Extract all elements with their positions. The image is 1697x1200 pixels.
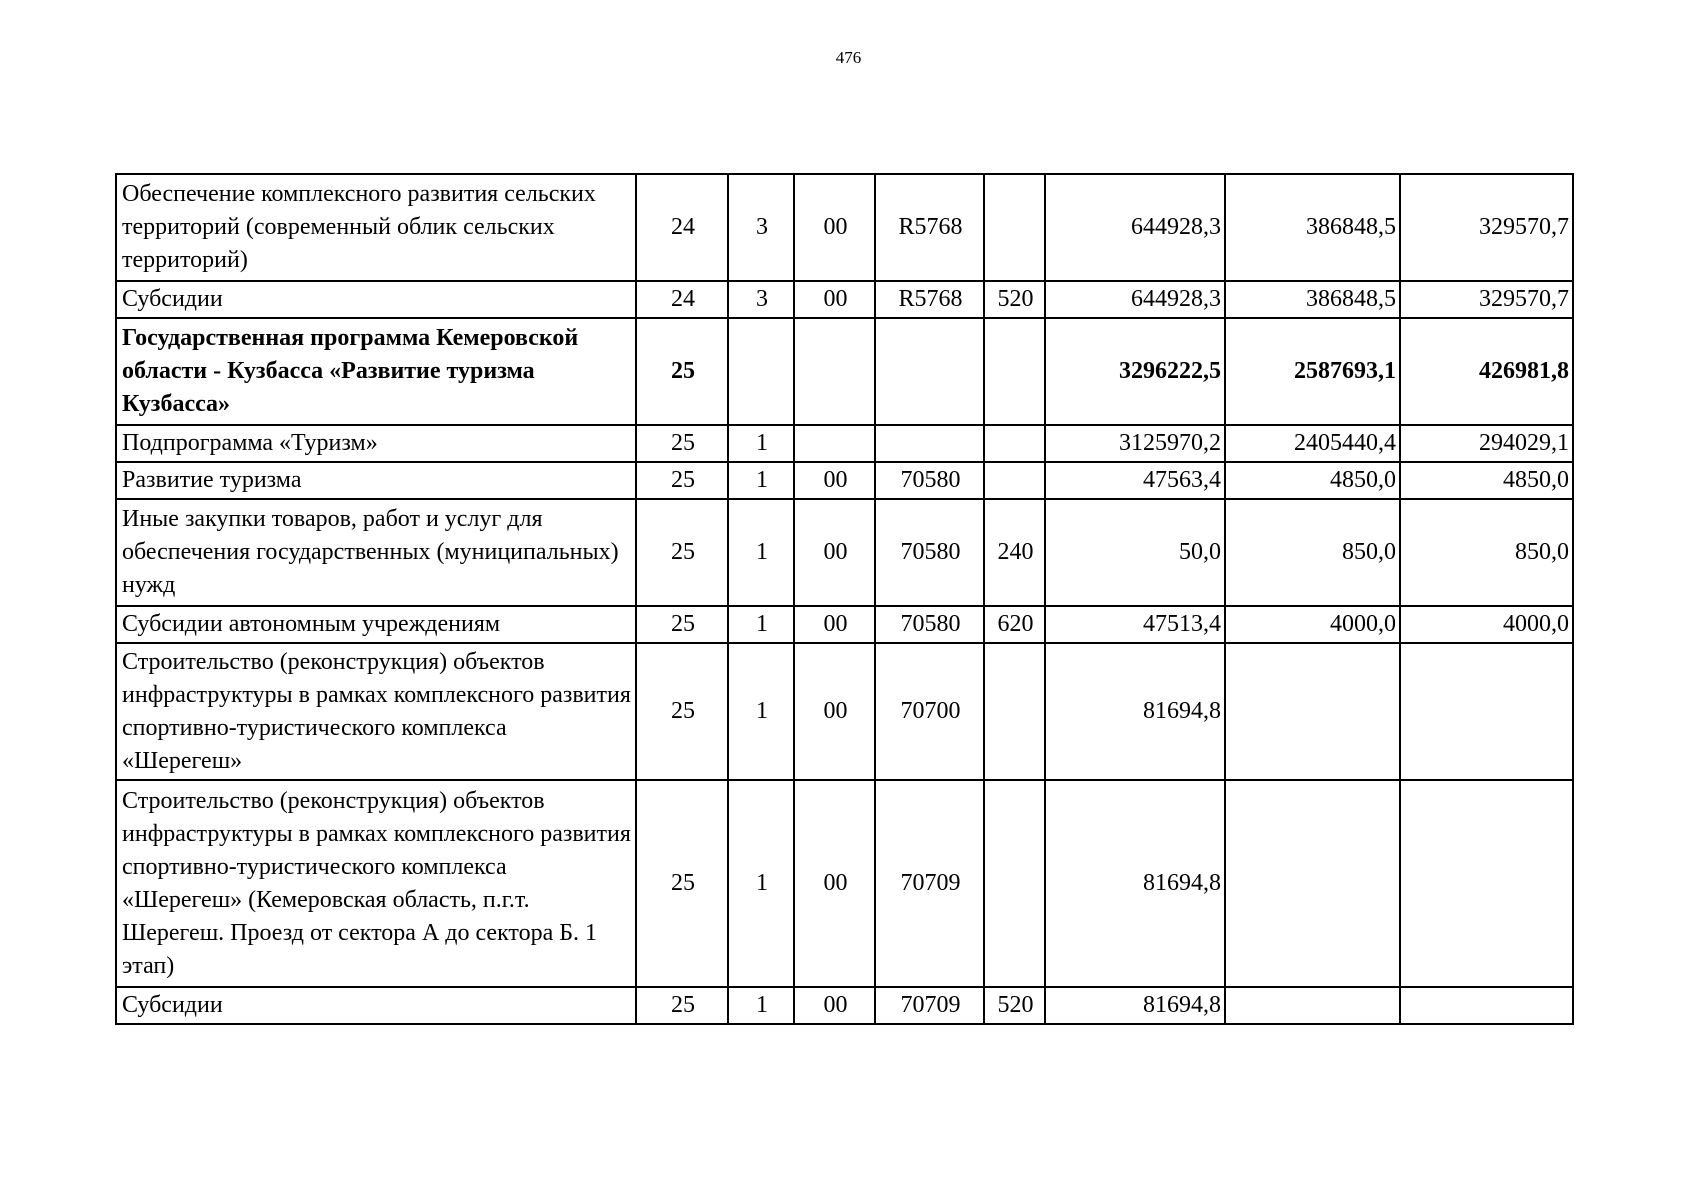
amount-year-1: 47513,4 <box>1045 606 1225 643</box>
event-code: 00 <box>794 643 875 780</box>
page-number: 476 <box>835 48 862 67</box>
row-name: Подпрограмма «Туризм» <box>116 425 636 462</box>
subprogram-code: 1 <box>728 606 794 643</box>
amount-year-3 <box>1400 780 1573 987</box>
subprogram-code: 1 <box>728 987 794 1024</box>
subprogram-code: 1 <box>728 643 794 780</box>
amount-year-1: 3296222,5 <box>1045 318 1225 425</box>
subprogram-code: 3 <box>728 281 794 318</box>
amount-year-2: 4000,0 <box>1225 606 1400 643</box>
amount-year-3: 329570,7 <box>1400 281 1573 318</box>
expense-type-code <box>984 318 1045 425</box>
expense-type-code <box>984 425 1045 462</box>
direction-code <box>875 318 984 425</box>
amount-year-1: 81694,8 <box>1045 643 1225 780</box>
amount-year-2: 2587693,1 <box>1225 318 1400 425</box>
row-name: Субсидии автономным учреждениям <box>116 606 636 643</box>
table-row <box>116 425 1573 462</box>
amount-year-2: 4850,0 <box>1225 462 1400 499</box>
amount-year-3: 4850,0 <box>1400 462 1573 499</box>
row-name: Субсидии <box>116 987 636 1024</box>
expense-type-code <box>984 780 1045 987</box>
table-row <box>116 499 1573 606</box>
table-row <box>116 318 1573 425</box>
amount-year-2 <box>1225 987 1400 1024</box>
table-row <box>116 281 1573 318</box>
row-name: Обеспечение комплексного развития сельских территорий (современный облик сельских территорий) <box>116 174 636 281</box>
program-code: 25 <box>636 318 728 425</box>
direction-code: R5768 <box>875 174 984 281</box>
expense-type-code: 520 <box>984 987 1045 1024</box>
program-code: 24 <box>636 174 728 281</box>
program-code: 25 <box>636 643 728 780</box>
row-name: Строительство (реконструкция) объектов инфраструктуры в рамках комплексного развития спортивно-туристического комплекса «Шерегеш» <box>116 643 636 780</box>
direction-code: 70709 <box>875 987 984 1024</box>
table-body <box>116 174 1573 1024</box>
program-code: 24 <box>636 281 728 318</box>
amount-year-2: 386848,5 <box>1225 281 1400 318</box>
table-row <box>116 174 1573 281</box>
direction-code: 70580 <box>875 462 984 499</box>
amount-year-3: 4000,0 <box>1400 606 1573 643</box>
subprogram-code <box>728 318 794 425</box>
amount-year-1: 644928,3 <box>1045 281 1225 318</box>
direction-code: 70700 <box>875 643 984 780</box>
subprogram-code: 1 <box>728 780 794 987</box>
program-code: 25 <box>636 462 728 499</box>
event-code: 00 <box>794 780 875 987</box>
amount-year-1: 47563,4 <box>1045 462 1225 499</box>
row-name: Строительство (реконструкция) объектов инфраструктуры в рамках комплексного развития спортивно-туристического комплекса «Шерегеш» (Кемеровская область, п.г.т. Шерегеш. Проезд от сектора А до сектора Б. 1 этап) <box>116 780 636 987</box>
expense-type-code: 620 <box>984 606 1045 643</box>
subprogram-code: 1 <box>728 499 794 606</box>
amount-year-3: 329570,7 <box>1400 174 1573 281</box>
program-code: 25 <box>636 780 728 987</box>
expense-type-code <box>984 462 1045 499</box>
program-code: 25 <box>636 499 728 606</box>
amount-year-1: 644928,3 <box>1045 174 1225 281</box>
budget-table <box>115 173 1574 1025</box>
amount-year-3: 294029,1 <box>1400 425 1573 462</box>
expense-type-code: 240 <box>984 499 1045 606</box>
amount-year-1: 3125970,2 <box>1045 425 1225 462</box>
amount-year-2 <box>1225 643 1400 780</box>
amount-year-2: 386848,5 <box>1225 174 1400 281</box>
amount-year-3 <box>1400 987 1573 1024</box>
direction-code: 70709 <box>875 780 984 987</box>
amount-year-3: 850,0 <box>1400 499 1573 606</box>
program-code: 25 <box>636 425 728 462</box>
expense-type-code <box>984 174 1045 281</box>
direction-code: R5768 <box>875 281 984 318</box>
row-name: Развитие туризма <box>116 462 636 499</box>
table-row <box>116 606 1573 643</box>
amount-year-2 <box>1225 780 1400 987</box>
direction-code <box>875 425 984 462</box>
amount-year-1: 81694,8 <box>1045 987 1225 1024</box>
amount-year-1: 50,0 <box>1045 499 1225 606</box>
subprogram-code: 1 <box>728 462 794 499</box>
table-row <box>116 987 1573 1024</box>
table-row <box>116 643 1573 780</box>
row-name: Субсидии <box>116 281 636 318</box>
expense-type-code <box>984 643 1045 780</box>
expense-type-code: 520 <box>984 281 1045 318</box>
subprogram-code: 1 <box>728 425 794 462</box>
amount-year-1: 81694,8 <box>1045 780 1225 987</box>
program-code: 25 <box>636 987 728 1024</box>
amount-year-3 <box>1400 643 1573 780</box>
event-code: 00 <box>794 281 875 318</box>
direction-code: 70580 <box>875 606 984 643</box>
event-code: 00 <box>794 606 875 643</box>
subprogram-code: 3 <box>728 174 794 281</box>
event-code: 00 <box>794 499 875 606</box>
amount-year-2: 2405440,4 <box>1225 425 1400 462</box>
amount-year-2: 850,0 <box>1225 499 1400 606</box>
row-name: Иные закупки товаров, работ и услуг для обеспечения государственных (муниципальных) нужд <box>116 499 636 606</box>
program-code: 25 <box>636 606 728 643</box>
amount-year-3: 426981,8 <box>1400 318 1573 425</box>
event-code: 00 <box>794 174 875 281</box>
event-code <box>794 318 875 425</box>
row-name: Государственная программа Кемеровской области - Кузбасса «Развитие туризма Кузбасса» <box>116 318 636 425</box>
direction-code: 70580 <box>875 499 984 606</box>
event-code <box>794 425 875 462</box>
event-code: 00 <box>794 462 875 499</box>
table-row <box>116 462 1573 499</box>
table-row <box>116 780 1573 987</box>
event-code: 00 <box>794 987 875 1024</box>
